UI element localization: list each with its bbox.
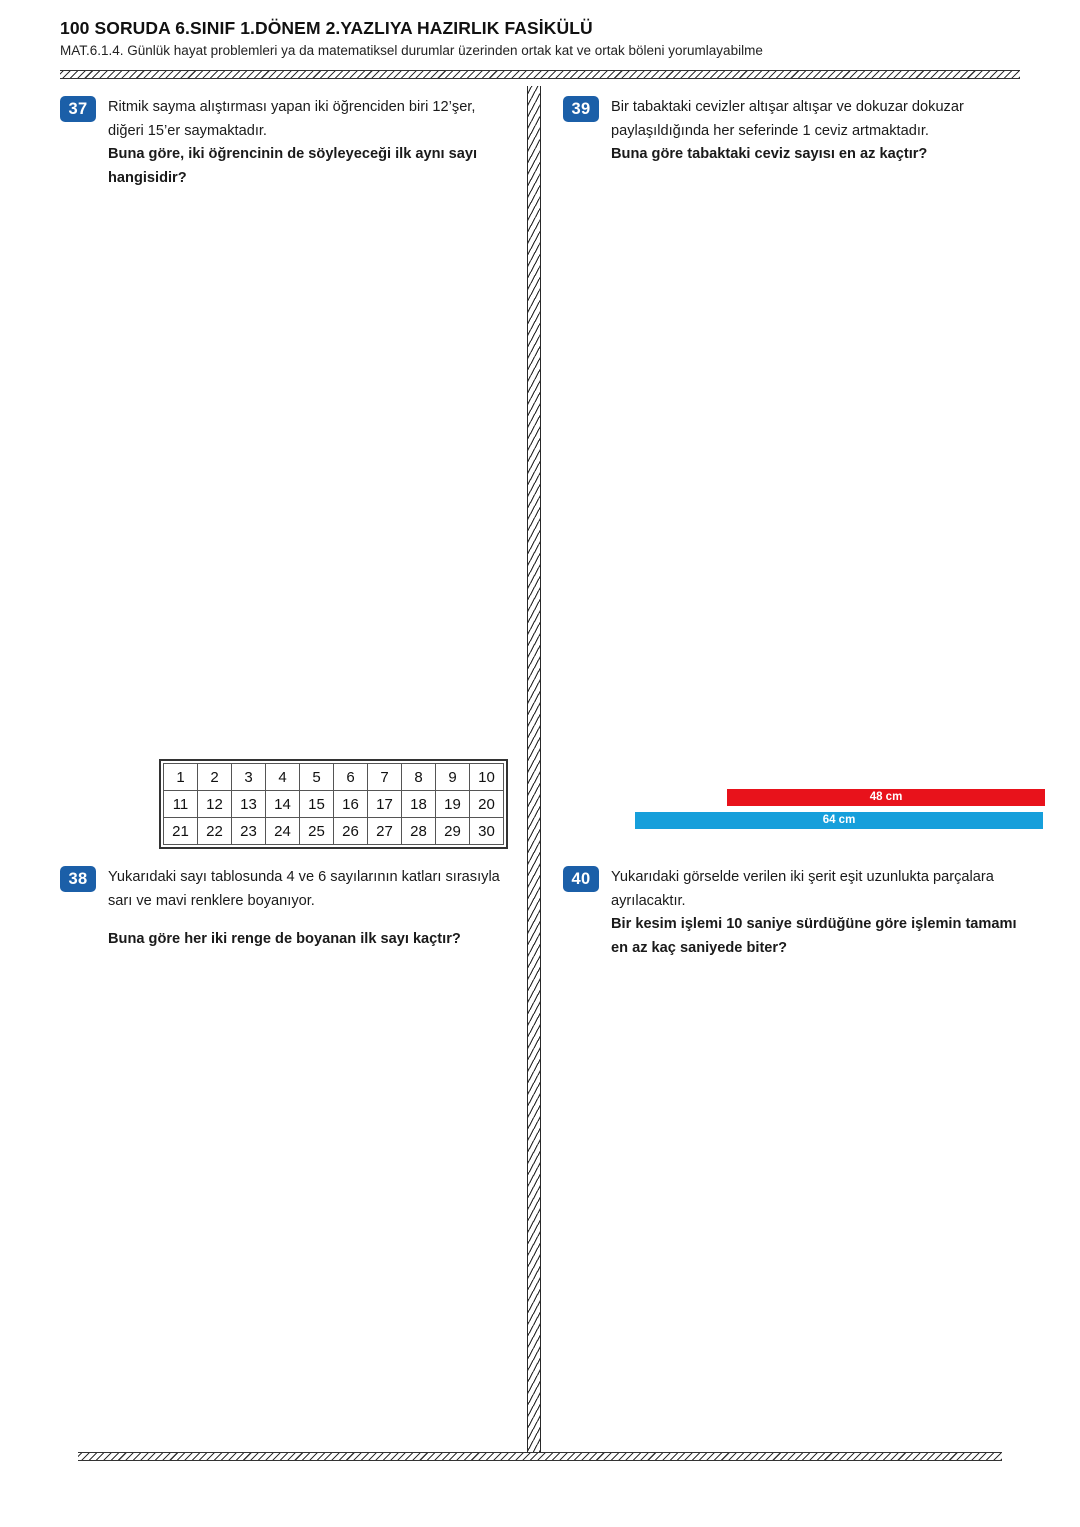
question-40-body	[611, 866, 1028, 961]
table-cell: 8	[402, 764, 436, 791]
table-cell: 10	[470, 764, 504, 791]
question-39-body	[611, 96, 1023, 167]
table-cell: 2	[198, 764, 232, 791]
strips-figure	[635, 789, 1045, 835]
table-cell: 29	[436, 818, 470, 845]
zigzag-divider-top	[60, 70, 1020, 79]
table-cell: 4	[266, 764, 300, 791]
table-cell: 15	[300, 791, 334, 818]
table-row	[164, 764, 504, 791]
zigzag-divider-bottom	[78, 1452, 1002, 1461]
question-number-badge: 40	[563, 866, 599, 892]
table-cell: 21	[164, 818, 198, 845]
column-divider	[527, 86, 541, 1452]
table-cell: 19	[436, 791, 470, 818]
question-37-line-1: Ritmik sayma alıştırması yapan iki öğrenciden biri 12’şer, diğeri 15’er saymaktadır.	[108, 99, 476, 139]
strip-blue-label: 64 cm	[635, 812, 1043, 829]
table-cell: 7	[368, 764, 402, 791]
question-37-line-2: Buna göre, iki öğrencinin de söyleyeceği ilk aynı sayı hangisidir?	[108, 146, 478, 186]
number-table	[163, 763, 504, 845]
table-cell: 20	[470, 791, 504, 818]
question-38	[60, 866, 510, 952]
table-cell: 27	[368, 818, 402, 845]
question-40-line-2: Bir kesim işlemi 10 saniye sürdüğüne göre işlemin tamamı en az kaç saniyede biter?	[611, 916, 1017, 956]
table-row	[164, 791, 504, 818]
question-38-line-1: Yukarıdaki sayı tablosunda 4 ve 6 sayılarının katları sırasıyla sarı ve mavi renklere boyanıyor.	[108, 869, 500, 909]
table-cell: 30	[470, 818, 504, 845]
question-number-badge: 39	[563, 96, 599, 122]
page-header	[60, 18, 1020, 58]
question-39-line-1: Bir tabaktaki cevizler altışar altışar ve dokuzar dokuzar paylaşıldığında her seferinde 1 ceviz artmaktadır.	[611, 99, 964, 139]
question-38-line-2: Buna göre her iki renge de boyanan ilk sayı kaçtır?	[108, 931, 461, 948]
question-number-badge: 37	[60, 96, 96, 122]
table-cell: 18	[402, 791, 436, 818]
page-subtitle: MAT.6.1.4. Günlük hayat problemleri ya da matematiksel durumlar üzerinden ortak kat ve ortak böleni yorumlayabilme	[60, 43, 763, 58]
table-cell: 9	[436, 764, 470, 791]
page-title: 100 SORUDA 6.SINIF 1.DÖNEM 2.YAZLIYA HAZIRLIK FASİKÜLÜ	[60, 18, 593, 38]
strip-red-label: 48 cm	[727, 789, 1045, 806]
table-cell: 13	[232, 791, 266, 818]
table-cell: 26	[334, 818, 368, 845]
number-table-figure	[159, 759, 508, 849]
question-number-badge: 38	[60, 866, 96, 892]
table-cell: 24	[266, 818, 300, 845]
table-cell: 3	[232, 764, 266, 791]
question-37	[60, 96, 510, 191]
table-cell: 23	[232, 818, 266, 845]
question-40-line-1: Yukarıdaki görselde verilen iki şerit eşit uzunlukta parçalara ayrılacaktır.	[611, 869, 994, 909]
table-cell: 6	[334, 764, 368, 791]
question-39	[563, 96, 1023, 167]
table-cell: 11	[164, 791, 198, 818]
question-40	[563, 866, 1028, 961]
table-cell: 1	[164, 764, 198, 791]
table-row	[164, 818, 504, 845]
table-cell: 25	[300, 818, 334, 845]
table-cell: 22	[198, 818, 232, 845]
table-cell: 5	[300, 764, 334, 791]
question-38-body	[108, 866, 510, 952]
table-cell: 28	[402, 818, 436, 845]
table-cell: 16	[334, 791, 368, 818]
question-39-line-2: Buna göre tabaktaki ceviz sayısı en az kaçtır?	[611, 146, 928, 163]
table-cell: 14	[266, 791, 300, 818]
table-cell: 17	[368, 791, 402, 818]
table-cell: 12	[198, 791, 232, 818]
question-37-body	[108, 96, 510, 191]
